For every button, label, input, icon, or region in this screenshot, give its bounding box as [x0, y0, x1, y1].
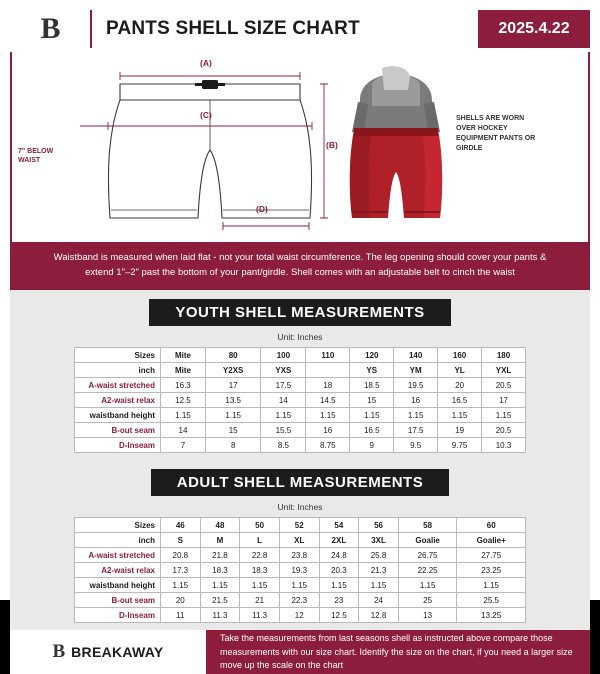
- table-cell: 16.3: [161, 378, 206, 393]
- table-cell: 21.3: [359, 563, 399, 578]
- adult-table-body: [75, 518, 526, 623]
- table-cell: 23.25: [457, 563, 526, 578]
- table-cell: 12: [279, 608, 319, 623]
- page-title: PANTS SHELL SIZE CHART: [106, 18, 360, 39]
- row-label: waistband height: [75, 408, 161, 423]
- table-cell: 9.5: [394, 438, 438, 453]
- table-cell: 180: [482, 348, 526, 363]
- table-cell: 1.15: [398, 578, 457, 593]
- logo-b-glyph: B: [40, 12, 60, 45]
- right-rule: [588, 52, 590, 242]
- youth-banner-wrap: [10, 290, 590, 332]
- table-cell: 18.3: [200, 563, 240, 578]
- label-c: (C): [200, 110, 212, 120]
- left-rule: [10, 52, 12, 242]
- table-cell: 21.5: [200, 593, 240, 608]
- table-cell: Y2XS: [205, 363, 260, 378]
- table-cell: 15: [350, 393, 394, 408]
- table-cell: 9.75: [438, 438, 482, 453]
- table-cell: 13.5: [205, 393, 260, 408]
- table-cell: 8.5: [261, 438, 306, 453]
- table-cell: XL: [279, 533, 319, 548]
- table-cell: 1.15: [438, 408, 482, 423]
- table-cell: [306, 363, 350, 378]
- label-d: (D): [256, 204, 268, 214]
- table-cell: 1.15: [279, 578, 319, 593]
- table-row: [75, 608, 526, 623]
- table-row: [75, 548, 526, 563]
- table-cell: 15.5: [261, 423, 306, 438]
- table-cell: 8: [205, 438, 260, 453]
- table-row: [75, 348, 526, 363]
- table-cell: 1.15: [457, 578, 526, 593]
- table-cell: 1.15: [306, 408, 350, 423]
- table-row: [75, 533, 526, 548]
- table-cell: 11.3: [200, 608, 240, 623]
- table-cell: 23: [319, 593, 359, 608]
- table-cell: 24.8: [319, 548, 359, 563]
- page-header: [10, 10, 590, 48]
- table-cell: 17: [482, 393, 526, 408]
- label-a: (A): [200, 58, 212, 68]
- table-cell: YS: [350, 363, 394, 378]
- table-cell: M: [200, 533, 240, 548]
- table-row: [75, 408, 526, 423]
- table-row: [75, 438, 526, 453]
- footer-instructions: Take the measurements from last seasons shell as instructed above compare those measurements with our size chart. Identify the size on the chart, if you need a larger size move up the scale on the chart: [206, 630, 590, 674]
- table-cell: 16.5: [438, 393, 482, 408]
- table-cell: 1.15: [161, 408, 206, 423]
- table-cell: 7: [161, 438, 206, 453]
- table-cell: 16.5: [350, 423, 394, 438]
- table-cell: 16: [306, 423, 350, 438]
- table-cell: 12.8: [359, 608, 399, 623]
- table-cell: 25.8: [359, 548, 399, 563]
- table-cell: 46: [161, 518, 201, 533]
- table-cell: 26.75: [398, 548, 457, 563]
- table-cell: 12.5: [161, 393, 206, 408]
- table-cell: L: [240, 533, 280, 548]
- table-row: [75, 518, 526, 533]
- adult-unit-label: Unit: Inches: [10, 502, 590, 517]
- table-cell: 20: [438, 378, 482, 393]
- pants-technical-drawing: [80, 58, 340, 243]
- table-cell: 19.3: [279, 563, 319, 578]
- table-cell: 1.15: [200, 578, 240, 593]
- table-cell: 20.3: [319, 563, 359, 578]
- table-cell: 18.5: [350, 378, 394, 393]
- youth-section-banner: YOUTH SHELL MEASUREMENTS: [149, 299, 450, 326]
- table-cell: 11: [161, 608, 201, 623]
- table-cell: 25: [398, 593, 457, 608]
- table-cell: 13.25: [457, 608, 526, 623]
- row-label: B-out seam: [75, 423, 161, 438]
- table-cell: 15: [205, 423, 260, 438]
- measurement-note-bar: Waistband is measured when laid flat - not your total waist circumference. The leg opening should cover your pants & extend 1"–2" past the bottom of your pant/girdle. Shell comes with an adjustable belt to cinch the waist: [10, 242, 590, 290]
- table-cell: 17.3: [161, 563, 201, 578]
- table-cell: 56: [359, 518, 399, 533]
- label-b: (B): [326, 140, 338, 150]
- table-cell: 16: [394, 393, 438, 408]
- table-cell: 1.15: [319, 578, 359, 593]
- table-cell: YXS: [261, 363, 306, 378]
- table-cell: 9: [350, 438, 394, 453]
- table-row: [75, 593, 526, 608]
- adult-banner-wrap: [10, 460, 590, 502]
- table-cell: 120: [350, 348, 394, 363]
- table-cell: 20.5: [482, 423, 526, 438]
- player-shell-photo-svg: [342, 66, 450, 238]
- youth-size-table: [74, 347, 526, 453]
- table-cell: 19.5: [394, 378, 438, 393]
- table-cell: 25.5: [457, 593, 526, 608]
- table-cell: 17.5: [394, 423, 438, 438]
- table-cell: 1.15: [205, 408, 260, 423]
- row-label: D-Inseam: [75, 608, 161, 623]
- row-label: B-out seam: [75, 593, 161, 608]
- table-cell: 23.8: [279, 548, 319, 563]
- youth-table-body: [75, 348, 526, 453]
- table-cell: 14.5: [306, 393, 350, 408]
- table-cell: 20.8: [161, 548, 201, 563]
- table-cell: 27.75: [457, 548, 526, 563]
- table-cell: 19: [438, 423, 482, 438]
- table-cell: 48: [200, 518, 240, 533]
- table-cell: 17.5: [261, 378, 306, 393]
- youth-table-wrap: [10, 347, 590, 460]
- table-row: [75, 423, 526, 438]
- row-label: Sizes: [75, 348, 161, 363]
- table-cell: 12.5: [319, 608, 359, 623]
- row-label: A-waist stretched: [75, 548, 161, 563]
- table-cell: 22.8: [240, 548, 280, 563]
- table-cell: 1.15: [482, 408, 526, 423]
- table-cell: 60: [457, 518, 526, 533]
- product-photo: [342, 66, 450, 243]
- row-label: A-waist stretched: [75, 378, 161, 393]
- table-cell: 3XL: [359, 533, 399, 548]
- adult-size-table: [74, 517, 526, 623]
- table-row: [75, 563, 526, 578]
- table-row: [75, 393, 526, 408]
- table-cell: YXL: [482, 363, 526, 378]
- table-cell: 21.8: [200, 548, 240, 563]
- table-cell: 1.15: [359, 578, 399, 593]
- table-cell: YM: [394, 363, 438, 378]
- adult-section-banner: ADULT SHELL MEASUREMENTS: [151, 469, 449, 496]
- table-cell: Goalie: [398, 533, 457, 548]
- table-cell: 21: [240, 593, 280, 608]
- adult-table-wrap: [10, 517, 590, 630]
- table-cell: 22.3: [279, 593, 319, 608]
- page-footer: [10, 630, 590, 674]
- table-cell: 58: [398, 518, 457, 533]
- table-cell: 1.15: [350, 408, 394, 423]
- table-row: [75, 378, 526, 393]
- table-cell: Mite: [161, 363, 206, 378]
- table-cell: 10.3: [482, 438, 526, 453]
- row-label: inch: [75, 363, 161, 378]
- brand-logo: [10, 10, 90, 48]
- row-label: A2-waist relax: [75, 563, 161, 578]
- table-cell: 22.25: [398, 563, 457, 578]
- row-label: Sizes: [75, 518, 161, 533]
- table-cell: 11.3: [240, 608, 280, 623]
- table-cell: 1.15: [394, 408, 438, 423]
- row-label: inch: [75, 533, 161, 548]
- table-cell: 14: [261, 393, 306, 408]
- table-cell: 100: [261, 348, 306, 363]
- table-row: [75, 363, 526, 378]
- table-cell: Mite: [161, 348, 206, 363]
- date-badge: 2025.4.22: [478, 10, 590, 48]
- table-cell: 20: [161, 593, 201, 608]
- table-cell: 80: [205, 348, 260, 363]
- table-cell: 1.15: [161, 578, 201, 593]
- title-container: [90, 10, 478, 48]
- row-label: D-Inseam: [75, 438, 161, 453]
- table-cell: 8.75: [306, 438, 350, 453]
- table-cell: 1.15: [240, 578, 280, 593]
- table-cell: 18.3: [240, 563, 280, 578]
- table-cell: 1.15: [261, 408, 306, 423]
- table-cell: 2XL: [319, 533, 359, 548]
- diagram-section: [10, 52, 590, 242]
- shell-usage-note: SHELLS ARE WORN OVER HOCKEY EQUIPMENT PANTS OR GIRDLE: [456, 115, 536, 153]
- table-cell: YL: [438, 363, 482, 378]
- table-cell: 140: [394, 348, 438, 363]
- waist-reference-label: 7" BELOW WAIST: [18, 148, 54, 164]
- table-cell: Goalie+: [457, 533, 526, 548]
- footer-brand: [10, 630, 206, 674]
- row-label: waistband height: [75, 578, 161, 593]
- table-cell: 18: [306, 378, 350, 393]
- table-cell: 54: [319, 518, 359, 533]
- table-row: [75, 578, 526, 593]
- pants-outline-svg: [80, 58, 340, 238]
- youth-unit-label: Unit: Inches: [10, 332, 590, 347]
- table-cell: 13: [398, 608, 457, 623]
- table-cell: S: [161, 533, 201, 548]
- table-cell: 110: [306, 348, 350, 363]
- table-cell: 52: [279, 518, 319, 533]
- table-cell: 17: [205, 378, 260, 393]
- row-label: A2-waist relax: [75, 393, 161, 408]
- table-cell: 160: [438, 348, 482, 363]
- table-cell: 14: [161, 423, 206, 438]
- footer-brand-name: BREAKAWAY: [71, 644, 164, 661]
- table-cell: 24: [359, 593, 399, 608]
- footer-logo-b-glyph: B: [52, 641, 66, 663]
- table-cell: 20.5: [482, 378, 526, 393]
- table-cell: 50: [240, 518, 280, 533]
